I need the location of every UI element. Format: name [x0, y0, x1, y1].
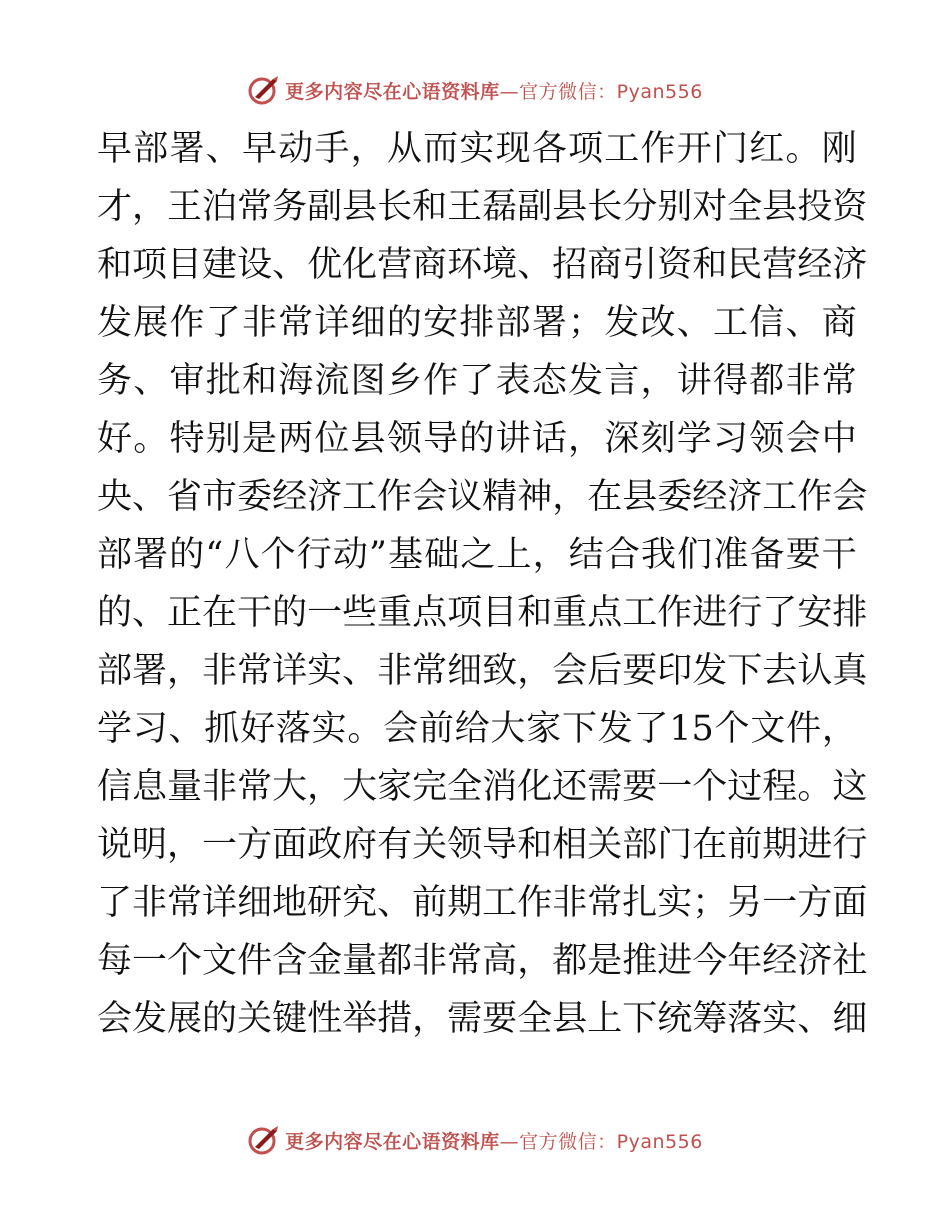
banner-dash: — — [499, 1130, 520, 1153]
body-line: 会 发 展 的 关 键 性 举 措 ， 需 要 全 县 上 下 统 筹 落 实 、 细 — [97, 999, 868, 1039]
body-line: 和 项 目 建 设 、 优 化 营 商 环 境 、 招 商 引 资 和 民 营 经 济 — [97, 245, 868, 285]
body-line: 部 署 的 “ 八 个 行 动 ” 基 础 之 上 ， 结 合 我 们 准 备 要 干 — [97, 535, 857, 575]
body-line: 发 展 作 了 非 常 详 细 的 安 排 部 署 ； 发 改 、 工 信 、 商 — [97, 303, 857, 343]
body-line: 信 息 量 非 常 大 ， 大 家 完 全 消 化 还 需 要 一 个 过 程 。 这 — [97, 767, 868, 807]
header-banner — [0, 70, 950, 110]
banner-lead: 更多内容尽在心语资料库 — [285, 1130, 500, 1153]
banner-text — [285, 77, 703, 104]
body-line: 央 、 省 市 委 经 济 工 作 会 议 精 神 ， 在 县 委 经 济 工 作 会 — [97, 477, 868, 517]
document-body — [97, 120, 868, 1048]
body-line: 好 。 特 别 是 两 位 县 领 导 的 讲 话 ， 深 刻 学 习 领 会 中 — [97, 419, 857, 459]
body-line: 部 署 ， 非 常 详 实 、 非 常 细 致 ， 会 后 要 印 发 下 去 认 真 — [97, 651, 868, 691]
body-line: 了 非 常 详 细 地 研 究 、 前 期 工 作 非 常 扎 实 ； 另 一 方 面 — [97, 883, 868, 923]
banner-contact: 官方微信：Pyan556 — [519, 80, 703, 103]
body-line: 说 明 ， 一 方 面 政 府 有 关 领 导 和 相 关 部 门 在 前 期 进 行 — [97, 825, 868, 865]
body-line: 才 ， 王 泊 常 务 副 县 长 和 王 磊 副 县 长 分 别 对 全 县 投 资 — [97, 187, 868, 227]
quill-logo-icon — [247, 1123, 281, 1157]
body-line: 早 部 署 、 早 动 手 ， 从 而 实 现 各 项 工 作 开 门 红 。 刚 — [97, 129, 857, 169]
banner-contact: 官方微信：Pyan556 — [519, 1130, 703, 1153]
body-line: 学 习 、 抓 好 落 实 。 会 前 给 大 家 下 发 了 15 个 文 件 ， — [97, 709, 857, 749]
body-line: 的 、 正 在 干 的 一 些 重 点 项 目 和 重 点 工 作 进 行 了 安 排 — [97, 593, 868, 633]
banner-dash: — — [499, 80, 520, 103]
banner-lead: 更多内容尽在心语资料库 — [285, 80, 500, 103]
quill-logo-icon — [247, 73, 281, 107]
body-line: 务 、 审 批 和 海 流 图 乡 作 了 表 态 发 言 ， 讲 得 都 非 常 — [97, 361, 857, 401]
body-line: 每 一 个 文 件 含 金 量 都 非 常 高 ， 都 是 推 进 今 年 经 济 社 — [97, 941, 868, 981]
banner-text — [285, 1127, 703, 1154]
footer-banner — [0, 1120, 950, 1160]
